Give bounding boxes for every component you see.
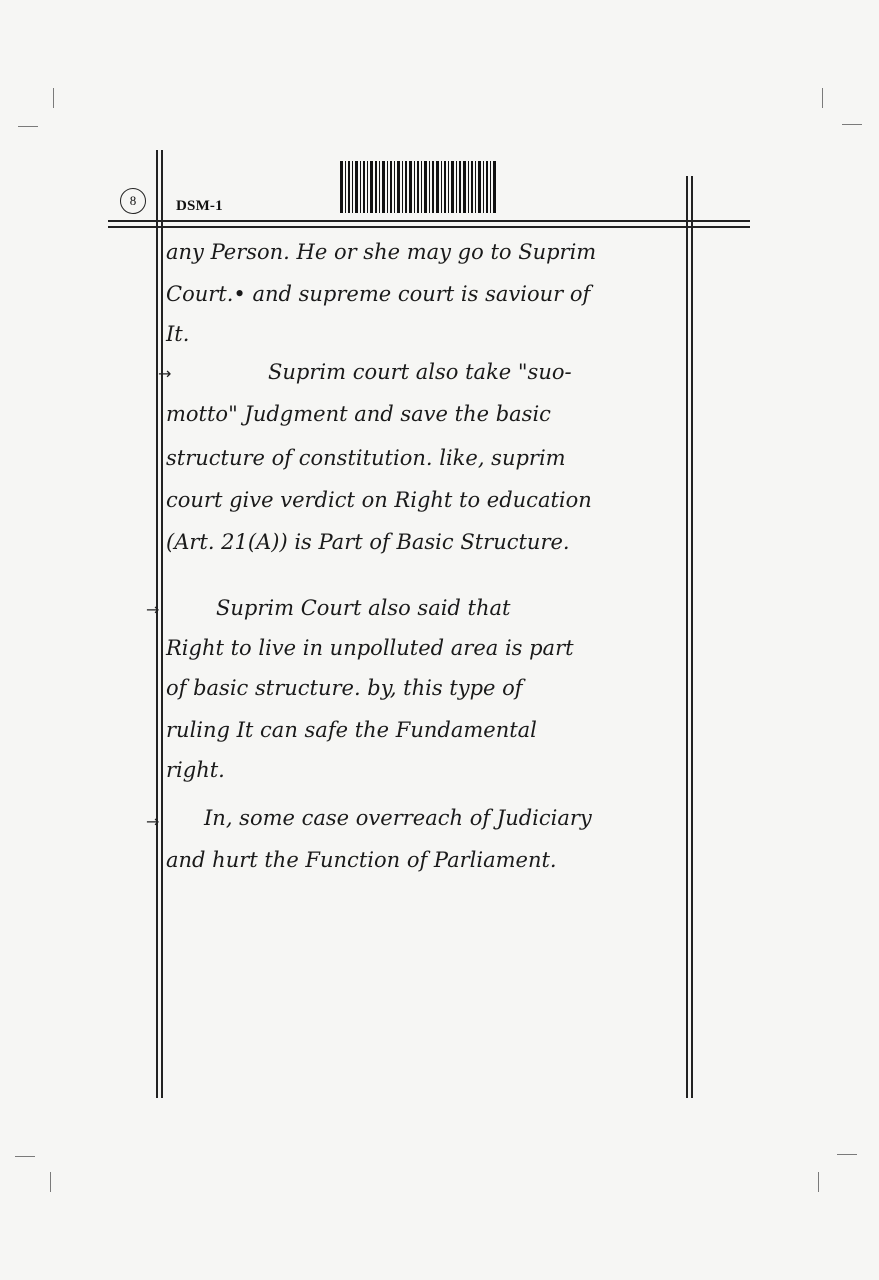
left-margin-line (156, 150, 158, 1098)
handwritten-line: Court.• and supreme court is saviour of (166, 282, 591, 306)
handwritten-line: of basic structure. by, this type of (166, 676, 523, 700)
handwritten-line: and hurt the Function of Parliament. (166, 848, 557, 872)
handwritten-line: Suprim court also take "suo- (268, 360, 572, 384)
handwritten-line: motto" Judgment and save the basic (166, 402, 551, 426)
handwritten-line: Right to live in unpolluted area is part (166, 636, 574, 660)
crop-mark (53, 88, 54, 108)
handwritten-line: ruling It can safe the Fundamental (166, 718, 537, 742)
paragraph-marker: → (158, 364, 172, 383)
crop-mark (50, 1172, 51, 1192)
header-rule (108, 220, 750, 222)
handwritten-line: any Person. He or she may go to Suprim (166, 240, 597, 264)
left-margin-line (161, 150, 163, 1098)
crop-mark (822, 88, 823, 108)
handwritten-line: right. (166, 758, 225, 782)
crop-mark (837, 1154, 857, 1155)
paragraph-marker: → (146, 812, 160, 831)
paragraph-marker: → (146, 600, 160, 619)
header-rule (108, 226, 750, 228)
paper-code: DSM-1 (176, 198, 223, 214)
handwritten-line: It. (166, 322, 190, 346)
page-number-badge: 8 (120, 188, 146, 214)
right-margin-line (691, 176, 693, 1098)
crop-mark (15, 1156, 35, 1157)
handwritten-line: structure of constitution. like, suprim (166, 446, 566, 470)
handwritten-line: (Art. 21(A)) is Part of Basic Structure. (166, 530, 570, 554)
crop-mark (842, 124, 862, 125)
right-margin-line (686, 176, 688, 1098)
crop-mark (818, 1172, 819, 1192)
handwritten-line: In, some case overreach of Judiciary (204, 806, 592, 830)
handwritten-line: Suprim Court also said that (216, 596, 511, 620)
handwritten-line: court give verdict on Right to education (166, 488, 592, 512)
crop-mark (18, 126, 38, 127)
barcode (340, 161, 498, 213)
